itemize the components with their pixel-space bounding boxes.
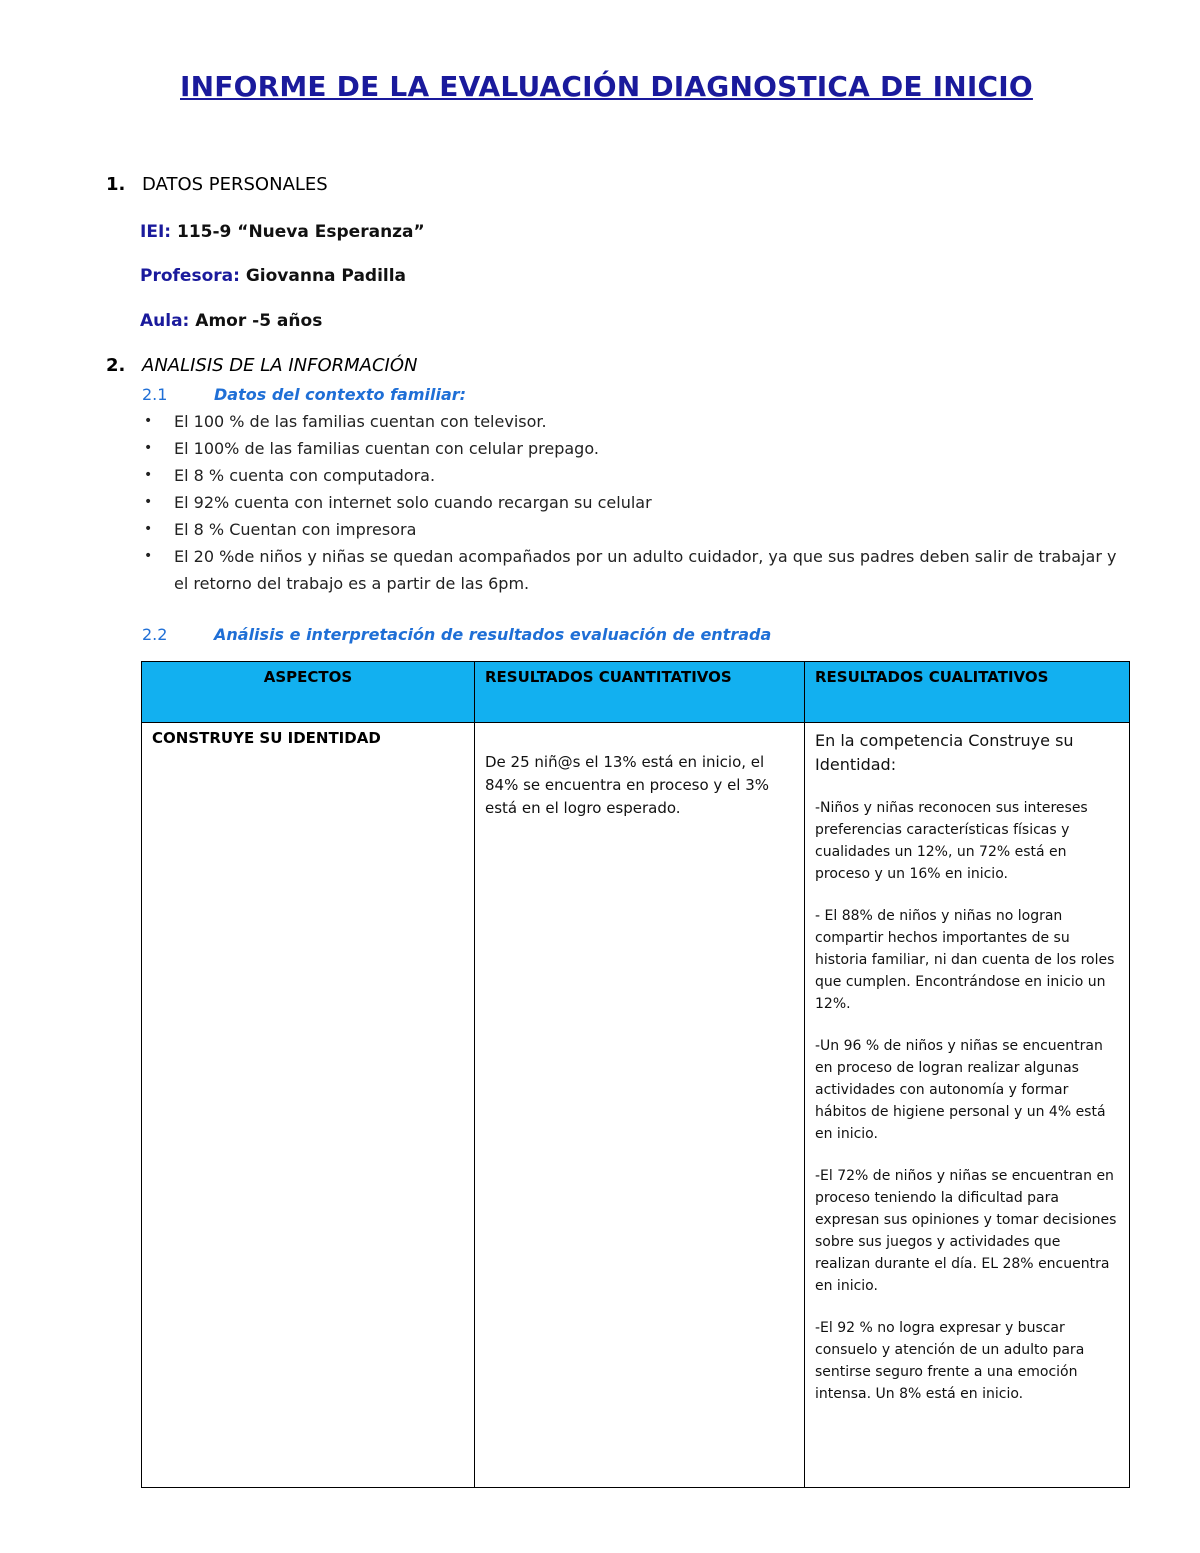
list-item: • El 100% de las familias cuentan con celular prepago.	[142, 435, 1132, 462]
column-header-cualitativos: RESULTADOS CUALITATIVOS	[805, 662, 1130, 723]
aspect-label: CONSTRUYE SU IDENTIDAD	[152, 729, 381, 747]
list-item: • El 20 %de niños y niñas se quedan acompañados por un adulto cuidador, ya que sus padres deben salir de trabajar y el retorno del trabajo es a partir de las 6pm.	[142, 543, 1132, 597]
aspect-cell	[142, 723, 475, 1488]
subsection-2-1-heading	[142, 385, 466, 404]
quantitative-text: De 25 niñ@s el 13% está en inicio, el 84% se encuentra en proceso y el 3% está en el logro esperado.	[485, 753, 770, 817]
subsection-2-1-title: Datos del contexto familiar:	[214, 385, 467, 404]
table-header-row	[142, 662, 1130, 723]
subsection-2-1-number: 2.1	[142, 385, 168, 404]
list-item: • El 92% cuenta con internet solo cuando recargan su celular	[142, 489, 1132, 516]
iei-field	[140, 222, 425, 242]
report-title: INFORME DE LA EVALUACIÓN DIAGNOSTICA DE INICIO	[180, 70, 1033, 103]
subsection-2-2-number: 2.2	[142, 625, 168, 644]
bullet-icon: •	[144, 521, 153, 537]
profesora-label: Profesora:	[140, 266, 240, 286]
profesora-field	[140, 266, 406, 286]
profesora-value: Giovanna Padilla	[245, 266, 407, 286]
bullet-icon: •	[144, 413, 153, 429]
bullet-icon: •	[144, 440, 153, 456]
results-table	[141, 661, 1130, 1488]
qualitative-point: -Niños y niñas reconocen sus intereses preferencias características físicas y cualidades un 12%, un 72% está en proceso y un 16% en inicio.	[815, 800, 1088, 882]
aula-field	[140, 311, 322, 331]
qualitative-cell	[805, 723, 1130, 1488]
table-row	[142, 723, 1130, 1488]
bullet-icon: •	[144, 494, 153, 510]
section-1-number: 1.	[106, 174, 126, 195]
iei-value: 115-9 “Nueva Esperanza”	[176, 222, 425, 242]
column-header-cuantitativos: RESULTADOS CUANTITATIVOS	[475, 662, 805, 723]
aula-label: Aula:	[140, 311, 190, 331]
section-2-number: 2.	[106, 355, 126, 376]
list-item: • El 100 % de las familias cuentan con televisor.	[142, 408, 1132, 435]
section-1-title: DATOS PERSONALES	[142, 174, 328, 195]
qualitative-intro: En la competencia Construye su Identidad:	[815, 731, 1074, 774]
column-header-aspectos: ASPECTOS	[142, 662, 475, 723]
qualitative-point: - El 88% de niños y niñas no logran compartir hechos importantes de su historia familiar, ni dan cuenta de los roles que cumplen. Encontrándose en inicio un 12%.	[815, 908, 1115, 1012]
qualitative-point: -Un 96 % de niños y niñas se encuentran en proceso de logran realizar algunas actividades con autonomía y formar hábitos de higiene personal y un 4% está en inicio.	[815, 1038, 1106, 1142]
list-item: • El 8 % Cuentan con impresora	[142, 516, 1132, 543]
list-item: • El 8 % cuenta con computadora.	[142, 462, 1132, 489]
section-2-title: ANALISIS DE LA INFORMACIÓN	[142, 355, 418, 376]
section-1-heading	[106, 174, 328, 195]
section-2-heading	[106, 355, 417, 376]
family-context-list	[142, 408, 1132, 597]
qualitative-point: -El 72% de niños y niñas se encuentran en proceso teniendo la dificultad para expresan sus opiniones y tomar decisiones sobre sus juegos y actividades que realizan durante el día. EL 28% encuentra en inicio.	[815, 1168, 1117, 1294]
subsection-2-2-heading	[142, 625, 771, 644]
qualitative-point: -El 92 % no logra expresar y buscar consuelo y atención de un adulto para sentirse seguro frente a una emoción intensa. Un 8% está en inicio.	[815, 1320, 1085, 1402]
quantitative-cell	[475, 723, 805, 1488]
aula-value: Amor -5 años	[195, 311, 323, 331]
bullet-icon: •	[144, 548, 153, 564]
subsection-2-2-title: Análisis e interpretación de resultados evaluación de entrada	[214, 625, 772, 644]
iei-label: IEI:	[140, 222, 172, 242]
bullet-icon: •	[144, 467, 153, 483]
